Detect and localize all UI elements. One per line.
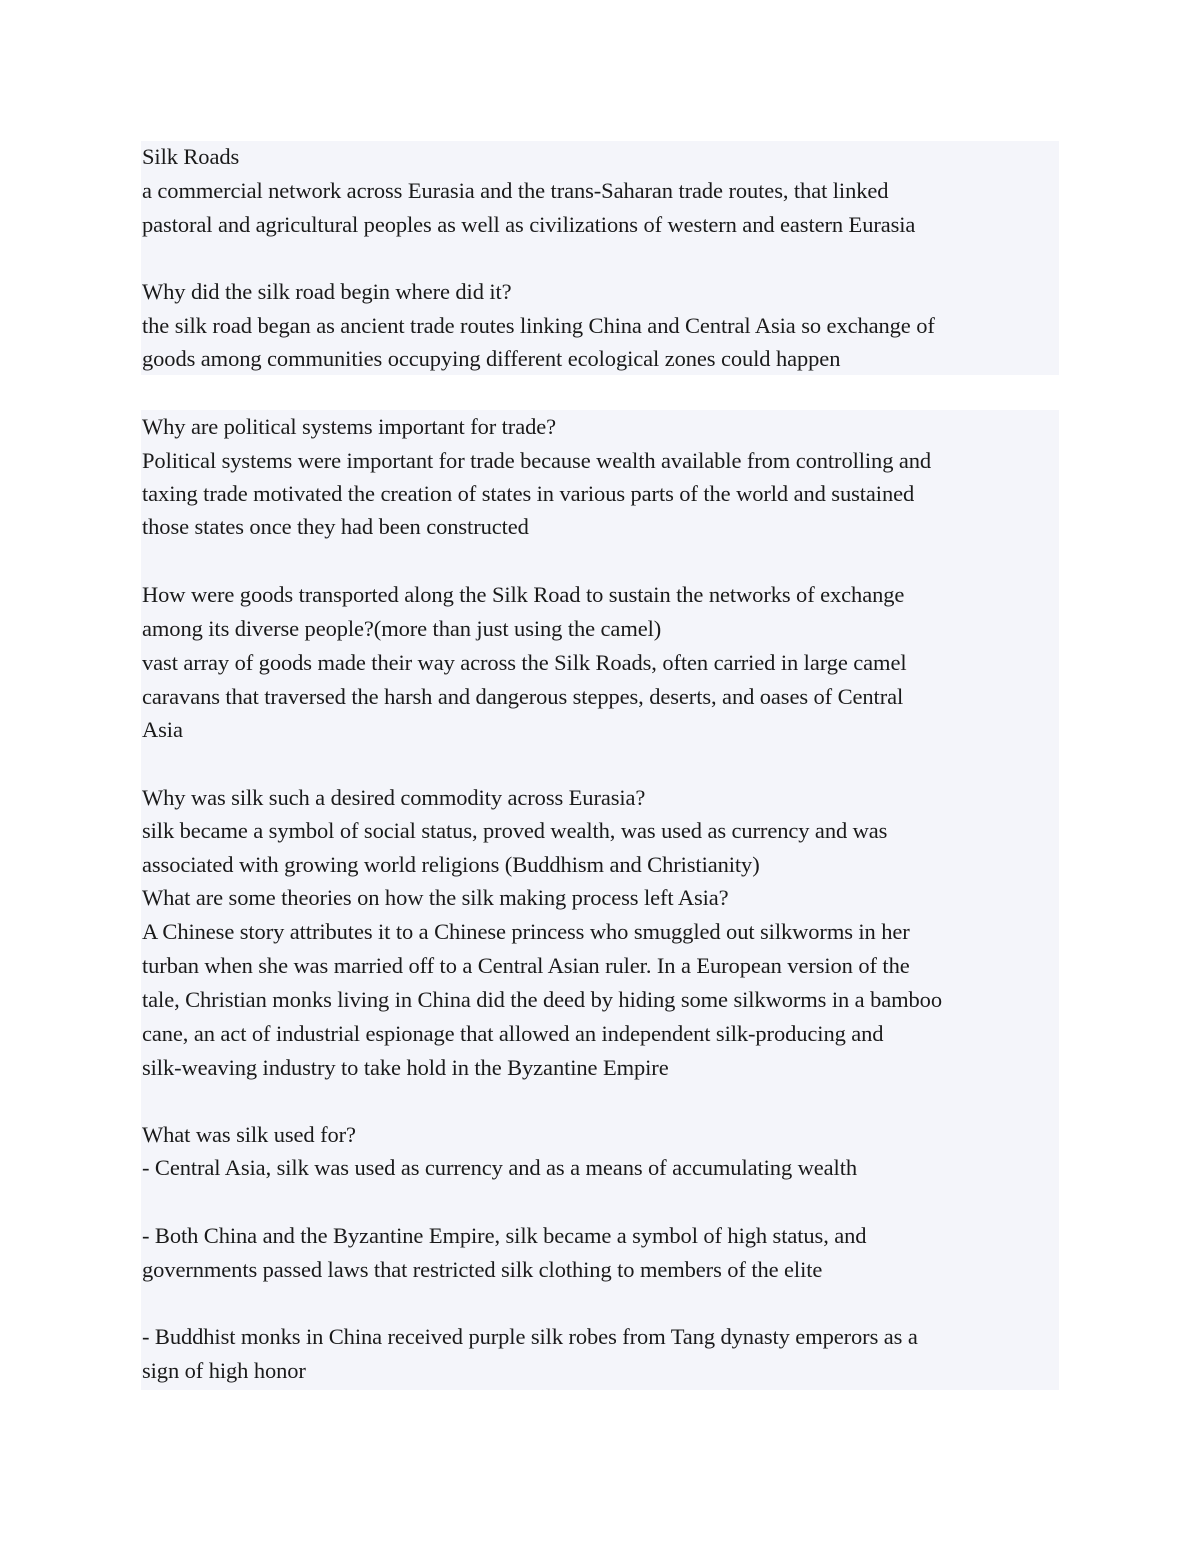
- answer-line: silk-weaving industry to take hold in the Byzantine Empire: [142, 1055, 669, 1080]
- question-line: Why was silk such a desired commodity across Eurasia?: [142, 785, 646, 810]
- answer-line: turban when she was married off to a Central Asian ruler. In a European version of the: [142, 953, 910, 978]
- answer-line: vast array of goods made their way across the Silk Roads, often carried in large camel: [142, 650, 907, 675]
- answer-line: tale, Christian monks living in China did the deed by hiding some silkworms in a bamboo: [142, 987, 942, 1012]
- answer-line: Political systems were important for trade because wealth available from controlling and: [142, 448, 932, 473]
- answer-line: cane, an act of industrial espionage that allowed an independent silk-producing and: [142, 1021, 884, 1046]
- answer-line: the silk road began as ancient trade routes linking China and Central Asia so exchange of: [142, 313, 935, 338]
- bullet-line: - Both China and the Byzantine Empire, silk became a symbol of high status, and: [142, 1223, 867, 1248]
- question-line: among its diverse people?(more than just using the camel): [142, 616, 662, 641]
- answer-line: Asia: [142, 717, 183, 742]
- answer-line: those states once they had been constructed: [142, 514, 529, 539]
- answer-line: silk became a symbol of social status, proved wealth, was used as currency and was: [142, 818, 888, 843]
- answer-line: taxing trade motivated the creation of states in various parts of the world and sustained: [142, 481, 915, 506]
- question-line: Why did the silk road begin where did it?: [142, 279, 512, 304]
- bullet-line: - Buddhist monks in China received purple silk robes from Tang dynasty emperors as a: [142, 1324, 918, 1349]
- question-line: Silk Roads: [142, 144, 240, 169]
- answer-line: associated with growing world religions (Buddhism and Christianity): [142, 852, 760, 877]
- bullet-line: - Central Asia, silk was used as currency and as a means of accumulating wealth: [142, 1155, 857, 1180]
- answer-line: goods among communities occupying different ecological zones could happen: [142, 346, 841, 371]
- answer-line: A Chinese story attributes it to a Chinese princess who smuggled out silkworms in her: [142, 919, 910, 944]
- answer-line: a commercial network across Eurasia and the trans-Saharan trade routes, that linked: [142, 178, 889, 203]
- question-line: How were goods transported along the Silk Road to sustain the networks of exchange: [142, 582, 905, 607]
- question-line: Why are political systems important for trade?: [142, 414, 557, 439]
- question-line: What are some theories on how the silk making process left Asia?: [142, 885, 729, 910]
- answer-line: pastoral and agricultural peoples as well as civilizations of western and eastern Eurasia: [142, 212, 916, 237]
- bullet-line: sign of high honor: [142, 1358, 306, 1383]
- bullet-line: governments passed laws that restricted silk clothing to members of the elite: [142, 1257, 823, 1282]
- question-line: What was silk used for?: [142, 1122, 356, 1147]
- answer-line: caravans that traversed the harsh and dangerous steppes, deserts, and oases of Central: [142, 684, 904, 709]
